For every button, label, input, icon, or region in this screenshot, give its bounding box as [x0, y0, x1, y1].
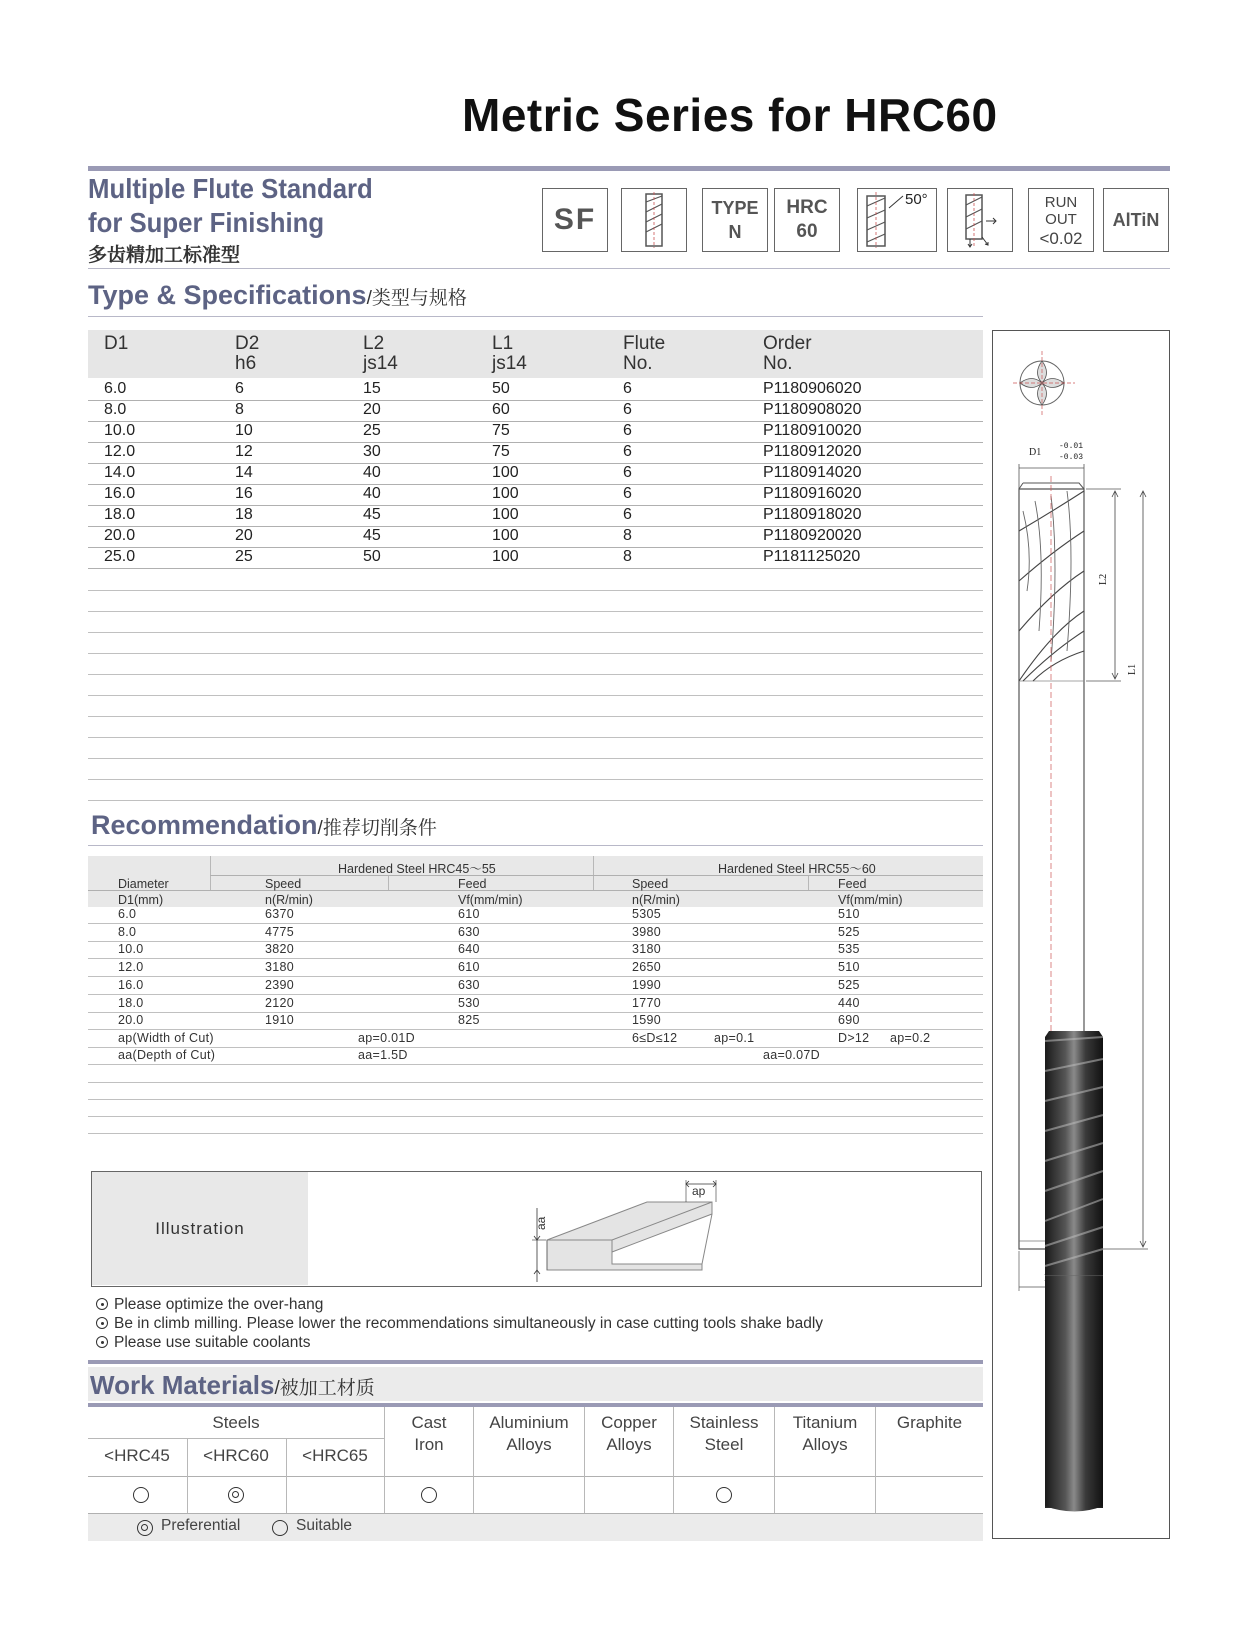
- table-cell: 3180: [265, 960, 295, 975]
- preferential-legend-icon: [137, 1520, 153, 1536]
- empty-row-line: [88, 653, 983, 654]
- table-cell: 6: [623, 380, 632, 397]
- aa-mark: aa: [534, 1216, 548, 1230]
- page-title: Metric Series for HRC60: [462, 89, 998, 141]
- rec-section-title: [91, 810, 437, 841]
- table-row: [88, 547, 983, 569]
- hdr-l2: L2 js14: [363, 333, 398, 374]
- table-cell: 100: [492, 485, 519, 502]
- hdr-d1: D1: [104, 333, 129, 354]
- table-cell: 6: [623, 401, 632, 418]
- table-cell: P1180912020: [763, 443, 862, 460]
- rec-col-speed-1: Speed: [265, 877, 302, 891]
- wm-stainless: Stainless Steel: [689, 1413, 759, 1454]
- illustration-box: [91, 1171, 982, 1287]
- table-cell: P1180908020: [763, 401, 862, 418]
- table-row: [88, 1013, 983, 1030]
- table-cell: 1770: [632, 995, 662, 1010]
- table-cell: 510: [838, 907, 860, 921]
- table-cell: 610: [458, 907, 480, 921]
- table-cell: 25: [363, 422, 381, 439]
- note-2: Be in climb milling. Please lower the recommendations simultaneously in case cutting tools shake badly: [96, 1315, 823, 1333]
- table-cell: P1180910020: [763, 422, 862, 439]
- table-cell: 630: [458, 977, 480, 992]
- helix-angle-icon: [857, 188, 937, 252]
- table-cell: 10.0: [104, 422, 136, 439]
- rec-unit-n-1: n(R/min): [265, 893, 313, 907]
- table-cell: 14: [235, 464, 253, 481]
- runout-badge: [1028, 188, 1094, 252]
- table-row: [88, 925, 983, 942]
- table-cell: 100: [492, 464, 519, 481]
- table-cell: 6: [623, 443, 632, 460]
- empty-row-line: [88, 611, 983, 612]
- rec-divider-4: [808, 876, 809, 890]
- table-cell: 8: [623, 527, 632, 544]
- bullet-icon: [96, 1336, 108, 1348]
- table-cell: 20.0: [104, 527, 136, 544]
- specs-header: [88, 330, 983, 378]
- table-cell: 6: [623, 464, 632, 481]
- sf-badge: [542, 188, 608, 252]
- table-cell: 510: [838, 960, 860, 975]
- table-cell: 25.0: [104, 548, 136, 565]
- table-row: [88, 421, 983, 443]
- table-cell: 100: [492, 548, 519, 565]
- ap-value-1: ap=0.01D: [358, 1031, 415, 1045]
- table-cell: 1910: [265, 1013, 295, 1028]
- wm-aluminium: Aluminium Alloys: [489, 1413, 569, 1454]
- end-mill-photo: [1045, 1031, 1103, 1532]
- sf-text: SF: [553, 203, 597, 236]
- d1-tol-lower: -0.03: [1059, 453, 1084, 462]
- table-row: [88, 526, 983, 548]
- legend-preferential: Preferential: [161, 1517, 241, 1534]
- hrc-badge: [774, 188, 840, 252]
- badge-rule: [88, 268, 1170, 269]
- wm-header-bottom: [88, 1476, 983, 1477]
- table-row: [88, 463, 983, 485]
- wm-hrc60: <HRC60: [203, 1446, 269, 1465]
- table-cell: 12: [235, 443, 253, 460]
- table-cell: P1180914020: [763, 464, 862, 481]
- table-cell: 50: [363, 548, 381, 565]
- runout-value: <0.02: [1039, 228, 1083, 248]
- empty-row-line: [88, 1133, 983, 1134]
- table-cell: 25: [235, 548, 253, 565]
- runout-label-1: RUN: [1044, 193, 1078, 211]
- table-cell: 20.0: [118, 1013, 144, 1028]
- rec-divider-3: [388, 876, 389, 890]
- rec-title: Recommendation: [91, 810, 318, 840]
- rec-aa-row: [88, 1048, 983, 1065]
- cut-diagram: [532, 1178, 752, 1282]
- table-row: [88, 379, 983, 401]
- rec-col-diameter: Diameter: [118, 877, 169, 891]
- table-cell: 5305: [632, 907, 662, 921]
- wm-vline: [673, 1407, 674, 1513]
- table-cell: 20: [363, 401, 381, 418]
- wm-vline: [584, 1407, 585, 1513]
- bullet-icon: [96, 1298, 108, 1310]
- type-value: N: [728, 222, 742, 242]
- empty-row-line: [88, 1099, 983, 1100]
- table-cell: 16: [235, 485, 253, 502]
- table-cell: 20: [235, 527, 253, 544]
- wm-steels: Steels: [212, 1413, 260, 1432]
- wm-vline: [384, 1407, 385, 1513]
- end-view-icon: [1013, 351, 1075, 415]
- table-cell: 6: [623, 506, 632, 523]
- table-cell: 40: [363, 485, 381, 502]
- rec-unit-d: D1(mm): [118, 893, 164, 907]
- table-row: [88, 400, 983, 422]
- table-cell: 10: [235, 422, 253, 439]
- aa-label: aa(Depth of Cut): [118, 1048, 216, 1062]
- table-cell: 14.0: [104, 464, 136, 481]
- hdr-order: Order No.: [763, 333, 812, 374]
- rec-col-feed-1: Feed: [458, 877, 487, 891]
- wm-steels-rule: [88, 1438, 384, 1439]
- wm-top-rule: [88, 1360, 983, 1364]
- table-cell: 525: [838, 977, 860, 992]
- rec-divider-1: [210, 856, 211, 890]
- table-cell: 440: [838, 995, 860, 1010]
- table-cell: 40: [363, 464, 381, 481]
- hrc-label: HRC: [786, 197, 828, 218]
- rec-unit-vf-1: Vf(mm/min): [458, 893, 523, 907]
- rec-divider-2: [593, 856, 594, 890]
- ap-mark: ap: [692, 1184, 706, 1198]
- table-cell: 2650: [632, 960, 662, 975]
- aa-value-1: aa=1.5D: [358, 1048, 408, 1062]
- empty-row-line: [88, 800, 983, 801]
- table-cell: P1180918020: [763, 506, 862, 523]
- table-cell: 630: [458, 924, 480, 939]
- table-row: [88, 942, 983, 959]
- ap-cond-3: D>12: [838, 1031, 870, 1045]
- table-cell: 6: [623, 485, 632, 502]
- table-cell: 45: [363, 506, 381, 523]
- table-cell: 640: [458, 942, 480, 957]
- table-cell: 6.0: [118, 907, 137, 921]
- preferential-icon: [228, 1487, 244, 1503]
- table-row: [88, 996, 983, 1013]
- tool-drawing: [993, 331, 1168, 1537]
- d1-tol-upper: -0.01: [1059, 442, 1084, 451]
- table-cell: 3180: [632, 942, 662, 957]
- table-cell: 8.0: [104, 401, 127, 418]
- table-row: [88, 484, 983, 506]
- rec-title-cn: /推荐切削条件: [317, 818, 437, 839]
- wm-vline: [774, 1407, 775, 1513]
- rec-col-feed-2: Feed: [838, 877, 867, 891]
- suitable-icon: [716, 1487, 732, 1503]
- table-cell: 30: [363, 443, 381, 460]
- table-cell: 2390: [265, 977, 295, 992]
- coating-text: AlTiN: [1112, 209, 1160, 230]
- empty-row-line: [88, 632, 983, 633]
- wm-titanium: Titanium Alloys: [792, 1413, 858, 1454]
- table-cell: 6: [623, 422, 632, 439]
- tool-drawing-panel: [992, 330, 1170, 1539]
- note-1: Please optimize the over-hang: [96, 1296, 323, 1314]
- title-rule: [88, 166, 1170, 171]
- specs-rule: [88, 316, 983, 317]
- hdr-l1: L1 js14: [492, 333, 527, 374]
- rec-unit-vf-2: Vf(mm/min): [838, 893, 903, 907]
- type-label: TYPE: [711, 198, 759, 218]
- table-cell: 8: [235, 401, 244, 418]
- table-cell: 4775: [265, 924, 295, 939]
- table-row: [88, 442, 983, 464]
- table-cell: 610: [458, 960, 480, 975]
- empty-row-line: [88, 590, 983, 591]
- l2-label: L2: [1098, 573, 1109, 585]
- table-cell: 3980: [632, 924, 662, 939]
- helix-angle-text: 50°: [905, 191, 928, 208]
- wm-vline: [473, 1407, 474, 1513]
- wm-section-title: [90, 1370, 375, 1401]
- empty-row-line: [88, 737, 983, 738]
- ap-value-3: ap=0.2: [890, 1031, 931, 1045]
- table-cell: 18: [235, 506, 253, 523]
- table-cell: 12.0: [104, 443, 136, 460]
- rec-unit-n-2: n(R/min): [632, 893, 680, 907]
- wm-vline: [875, 1407, 876, 1513]
- table-cell: 50: [492, 380, 510, 397]
- table-row: [88, 505, 983, 527]
- table-cell: 75: [492, 422, 510, 439]
- table-cell: 15: [363, 380, 381, 397]
- suitable-legend-icon: [272, 1520, 288, 1536]
- wm-hrc45: <HRC45: [104, 1446, 170, 1465]
- empty-row-line: [88, 1082, 983, 1083]
- table-cell: P1180920020: [763, 527, 862, 544]
- table-cell: 100: [492, 527, 519, 544]
- ap-cond-2: 6≤D≤12: [632, 1031, 678, 1045]
- wm-title: Work Materials: [90, 1370, 275, 1400]
- wm-vline: [187, 1439, 188, 1513]
- table-cell: 45: [363, 527, 381, 544]
- wm-graphite: Graphite: [896, 1413, 963, 1432]
- table-cell: P1180906020: [763, 380, 862, 397]
- hdr-flute: Flute No.: [623, 333, 666, 374]
- product-name: [88, 172, 373, 240]
- type-badge: [702, 188, 768, 252]
- table-cell: P1180916020: [763, 485, 862, 502]
- wm-title-cn: /被加工材质: [274, 1378, 375, 1399]
- straight-shank-icon: [621, 188, 687, 252]
- table-row: [88, 907, 983, 924]
- specs-title-cn: /类型与规格: [366, 288, 467, 309]
- hrc-value: 60: [796, 221, 818, 242]
- table-cell: 12.0: [118, 960, 144, 975]
- table-row: [88, 978, 983, 995]
- empty-row-line: [88, 779, 983, 780]
- wm-hrc65: <HRC65: [302, 1446, 368, 1465]
- table-cell: 18.0: [118, 995, 144, 1010]
- table-cell: 16.0: [118, 977, 144, 992]
- empty-row-line: [88, 695, 983, 696]
- empty-row-line: [88, 1116, 983, 1117]
- bullet-icon: [96, 1317, 108, 1329]
- d1-label: D1: [1029, 447, 1042, 458]
- table-cell: 825: [458, 1013, 480, 1028]
- table-cell: 8: [623, 548, 632, 565]
- product-name-cn: 多齿精加工标准型: [88, 245, 241, 266]
- empty-row-line: [88, 716, 983, 717]
- center-cutting-icon: [947, 188, 1013, 252]
- table-cell: 6: [235, 380, 244, 397]
- product-name-line1: Multiple Flute Standard: [88, 173, 373, 204]
- hdr-d2: D2 h6: [235, 333, 260, 374]
- table-cell: 75: [492, 443, 510, 460]
- rec-ap-row: [88, 1031, 983, 1048]
- table-cell: 530: [458, 995, 480, 1010]
- runout-label-2: OUT: [1045, 210, 1077, 228]
- specs-title: Type & Specifications: [88, 280, 367, 310]
- table-cell: 690: [838, 1013, 860, 1028]
- wm-cast-iron: Cast Iron: [411, 1413, 447, 1454]
- table-cell: 2120: [265, 995, 295, 1010]
- coating-badge: [1103, 188, 1169, 252]
- table-cell: 100: [492, 506, 519, 523]
- l1-label: L1: [1127, 663, 1138, 675]
- empty-row-line: [88, 758, 983, 759]
- table-cell: P1181125020: [763, 548, 861, 565]
- table-cell: 18.0: [104, 506, 136, 523]
- wm-header-rule: [88, 1403, 983, 1407]
- aa-value-2: aa=0.07D: [763, 1048, 820, 1062]
- specs-section-title: [88, 280, 467, 311]
- table-cell: 525: [838, 924, 860, 939]
- table-cell: 60: [492, 401, 510, 418]
- rec-rule: [88, 845, 983, 846]
- ap-value-2: ap=0.1: [714, 1031, 755, 1045]
- table-cell: 8.0: [118, 924, 137, 939]
- table-cell: 3820: [265, 942, 295, 957]
- wm-copper: Copper Alloys: [601, 1413, 657, 1454]
- table-cell: 10.0: [118, 942, 144, 957]
- product-name-line2: for Super Finishing: [88, 207, 325, 238]
- table-cell: 6370: [265, 907, 295, 921]
- ap-label: ap(Width of Cut): [118, 1031, 214, 1045]
- table-cell: 1590: [632, 1013, 662, 1028]
- rec-group1: Hardened Steel HRC45～55: [338, 862, 496, 876]
- illustration-label: Illustration: [92, 1172, 308, 1285]
- legend-suitable: Suitable: [296, 1517, 353, 1534]
- table-cell: 6.0: [104, 380, 127, 397]
- note-3: Please use suitable coolants: [96, 1334, 310, 1352]
- table-cell: 535: [838, 942, 860, 957]
- rec-col-speed-2: Speed: [632, 877, 669, 891]
- rec-group2: Hardened Steel HRC55～60: [718, 862, 876, 876]
- empty-row-line: [88, 674, 983, 675]
- suitable-icon: [421, 1487, 437, 1503]
- table-cell: 1990: [632, 977, 662, 992]
- table-cell: 16.0: [104, 485, 136, 502]
- suitable-icon: [133, 1487, 149, 1503]
- table-row: [88, 960, 983, 977]
- wm-vline: [286, 1439, 287, 1513]
